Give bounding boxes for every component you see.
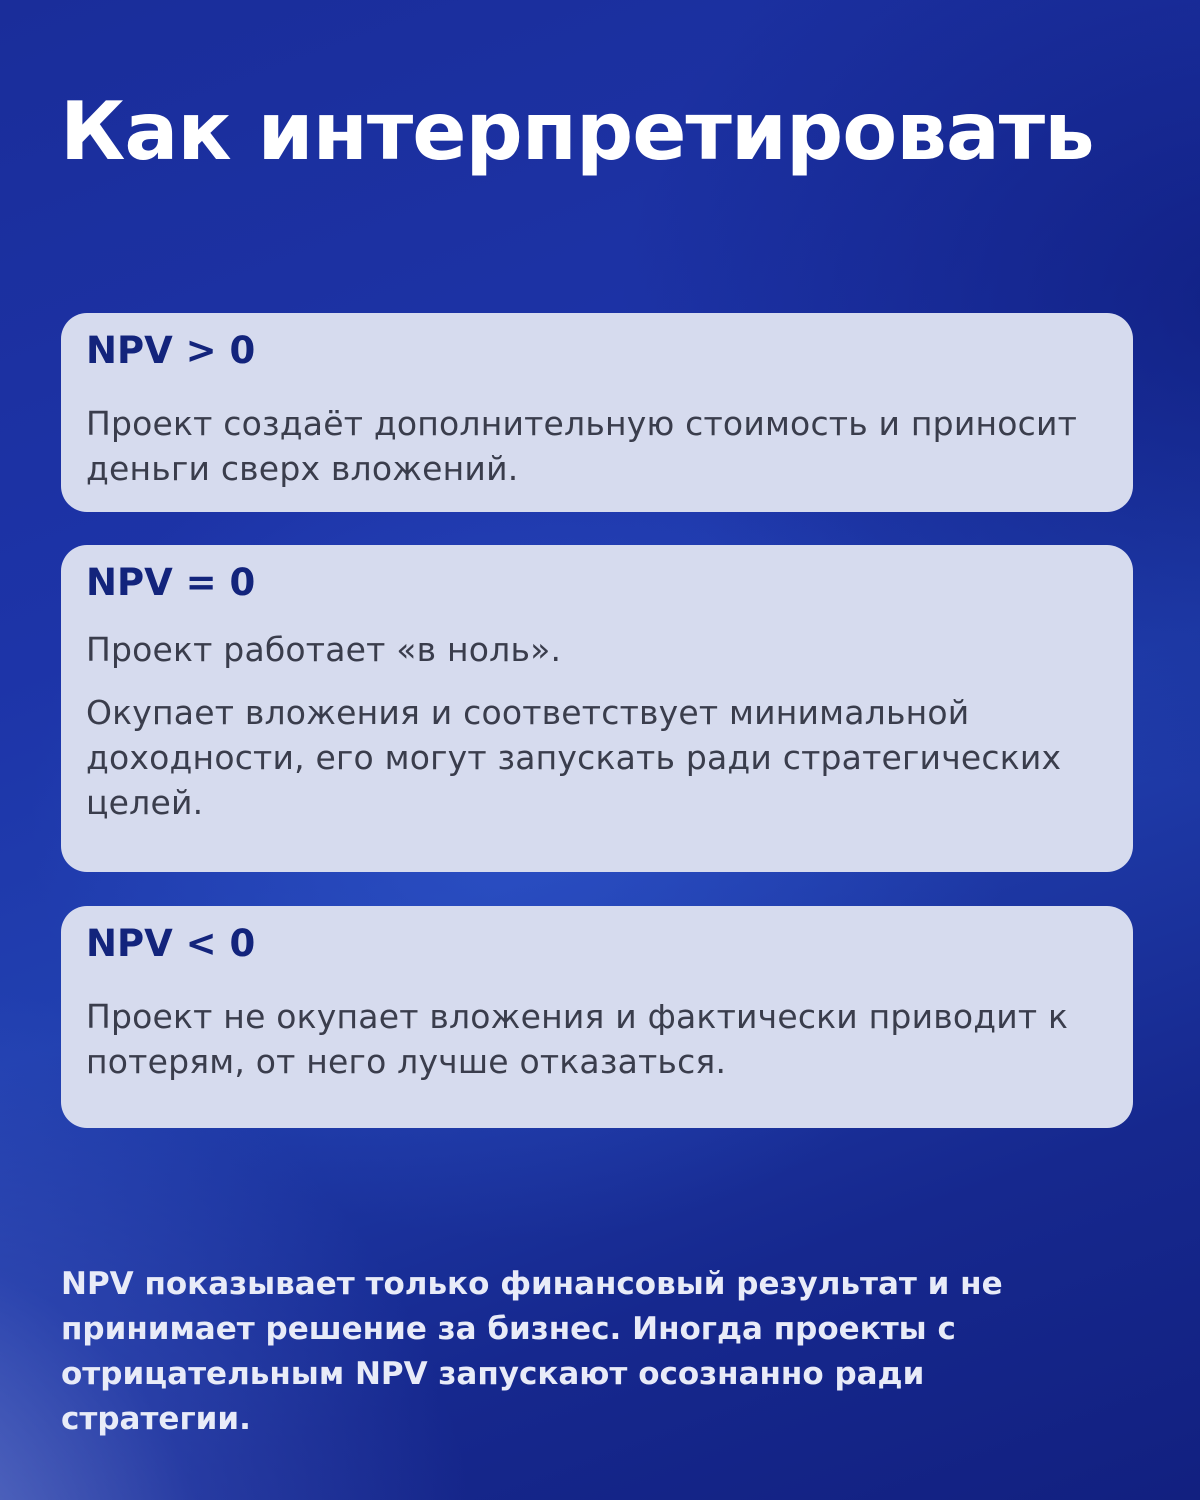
card-heading: NPV < 0 (86, 922, 256, 965)
npv-positive-card (61, 313, 1133, 512)
npv-negative-card (61, 906, 1133, 1128)
page-title: Как интерпретировать (60, 85, 1094, 178)
card-description: Проект создаёт дополнительную стоимость и приносит деньги сверх вложений. (86, 404, 1078, 488)
card-heading: NPV > 0 (86, 329, 256, 372)
card-description: Проект не окупает вложения и фактически приводит к потерям, от него лучше отказаться. (86, 997, 1069, 1081)
card-description: Проект работает «в ноль». (86, 630, 562, 669)
footer-note: NPV показывает только финансовый результат и не принимает решение за бизнес. Иногда проекты с отрицательным NPV запускают осознанно ради стратегии. (61, 1266, 1003, 1437)
npv-zero-card (61, 545, 1133, 872)
card-description: Окупает вложения и соответствует минимальной доходности, его могут запускать ради стратегических целей. (86, 693, 1062, 822)
card-heading: NPV = 0 (86, 561, 256, 604)
